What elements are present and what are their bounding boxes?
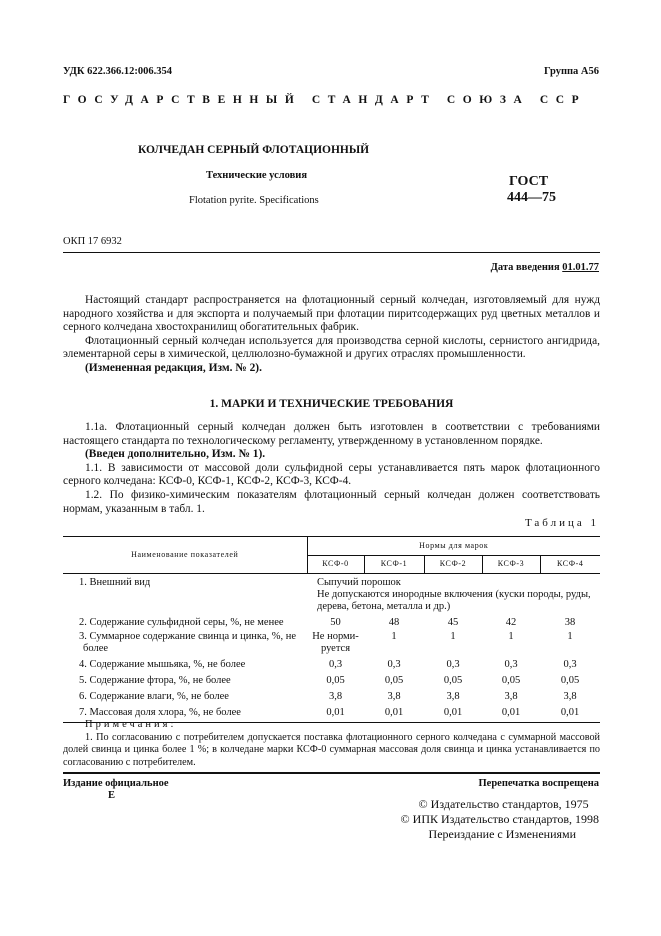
intro-text <box>63 294 600 376</box>
copyright-1975: © Издательство стандартов, 1975 <box>418 797 589 811</box>
value-cell: 3,8 <box>387 691 401 702</box>
value-cell: Не норми-руется <box>312 631 359 654</box>
value-cell: 0,3 <box>563 659 577 670</box>
value-cell: 0,01 <box>443 707 463 718</box>
value-cell: 1 <box>450 631 456 642</box>
row-name: 4. Содержание мышьяка, %, не более <box>79 659 246 670</box>
grade-header: КСФ-0 <box>307 555 364 574</box>
value-cell: 42 <box>505 617 517 628</box>
column-header-name: Наименование показателей <box>63 537 307 574</box>
clause-1-2: 1.2. По физико-химическим показателям флотационный серный колчедан должен соответствовать нормам, указанным в табл. 1. <box>63 488 600 515</box>
table-row <box>63 672 600 688</box>
value-cell: 0,01 <box>501 707 521 718</box>
value-cell: 0,05 <box>501 675 521 686</box>
reissue-note: Переиздание с Изменениями <box>428 827 577 841</box>
row-name: 3. Суммарное содержание свинца и цинка, %, не более <box>79 631 297 654</box>
document-subtitle: Технические условия <box>206 170 308 181</box>
row-name: 7. Массовая доля хлора, %, не более <box>79 707 241 718</box>
section-1-title: 1. МАРКИ И ТЕХНИЧЕСКИЕ ТРЕБОВАНИЯ <box>209 398 454 410</box>
value-cell: 0,05 <box>326 675 345 686</box>
copyright-1998: © ИПК Издательство стандартов, 1998 <box>400 812 599 826</box>
value-cell: 0,05 <box>443 675 463 686</box>
okp-code: ОКП 17 6932 <box>63 236 122 247</box>
value-cell: 3,8 <box>446 691 460 702</box>
note-1: 1. По согласованию с потребителем допускается поставка флотационного серного колчедана с суммарной массовой долей свинца и цинка более 1 %; в колчедане марки КСФ-0 суммарная массовая доля свинца и цинка устанавливается по согласованию с потребителем. <box>63 732 600 768</box>
appearance-line-1: Сыпучий порошок <box>317 577 401 588</box>
value-cell: 38 <box>564 617 576 628</box>
edition-letter: Е <box>108 790 116 801</box>
value-cell: 1 <box>391 631 397 642</box>
value-cell: 0,3 <box>446 659 460 670</box>
document-title: КОЛЧЕДАН СЕРНЫЙ ФЛОТАЦИОННЫЙ <box>138 144 370 156</box>
table-row <box>63 656 600 672</box>
udk-code: УДК 622.366.12:006.354 <box>63 66 172 77</box>
table-caption: Таблица 1 <box>524 517 599 529</box>
value-cell: 0,01 <box>384 707 404 718</box>
value-cell: 48 <box>388 617 400 628</box>
value-cell: 1 <box>508 631 514 642</box>
clause-1-1a-amendment: (Введен дополнительно, Изм. № 1). <box>85 448 266 461</box>
table-row <box>63 688 600 704</box>
value-cell: 45 <box>447 617 459 628</box>
value-cell: 0,01 <box>326 707 345 718</box>
value-cell: 0,3 <box>387 659 401 670</box>
value-cell: 3,8 <box>504 691 518 702</box>
grade-header: КСФ-3 <box>482 555 540 574</box>
intro-paragraph-1: Настоящий стандарт распространяется на флотационный серный колчедан, изготовляемый для нужд народного хозяйства и для экспорта и получаемый при флотации пиритсодержащих руд цветных металлов и серного колчедана хвостохранилищ обогатительных фабрик. <box>63 294 600 334</box>
grade-header: КСФ-1 <box>364 555 424 574</box>
table-row <box>63 614 600 630</box>
value-cell: 0,3 <box>504 659 518 670</box>
group-code: Группа А56 <box>543 66 599 77</box>
table-row <box>63 630 600 656</box>
appearance-line-2: Не допускаются инородные включения (куски породы, руды, дерева, бетона, металла и др.) <box>317 589 591 612</box>
value-cell: 0,3 <box>328 659 343 670</box>
table-header-row <box>63 537 600 556</box>
reprint-notice: Перепечатка воспрещена <box>478 778 599 789</box>
grade-header: КСФ-4 <box>557 559 584 569</box>
value-cell: 0,05 <box>384 675 404 686</box>
state-standard-heading: ГОСУДАРСТВЕННЫЙ СТАНДАРТ СОЮЗА ССР <box>63 94 587 106</box>
divider <box>63 252 600 253</box>
gost-label: ГОСТ <box>509 174 549 189</box>
value-cell: 3,8 <box>563 691 577 702</box>
appearance-cell <box>307 574 600 615</box>
introduction-date-value: 01.01.77 <box>562 262 599 273</box>
grade-header: КСФ-2 <box>424 555 482 574</box>
copyright-block <box>401 797 599 842</box>
value-cell: 1 <box>567 631 573 642</box>
gost-number: 444—75 <box>507 190 556 205</box>
introduction-date-label: Дата введения <box>490 262 560 273</box>
value-cell: 3,8 <box>328 691 343 702</box>
clause-1-1a: 1.1а. Флотационный серный колчедан должен быть изготовлен в соответствии с требованиями настоящего стандарта по технологическому регламенту, утвержденному в установленном порядке. <box>63 421 600 447</box>
row-name: 6. Содержание влаги, %, не более <box>79 691 229 702</box>
footer-divider <box>63 772 600 774</box>
row-name: 5. Содержание фтора, %, не более <box>79 675 231 686</box>
intro-paragraph-2: Флотационный серный колчедан используется для производства серной кислоты, сернистого ангидрида, элементарной серы в химической, целлюлозно-бумажной и других отраслях промышленности. <box>63 334 600 361</box>
value-cell: 50 <box>330 617 341 628</box>
norms-header: Нормы для марок <box>307 537 600 556</box>
official-edition: Издание официальное <box>63 778 169 789</box>
section-1-text <box>63 421 600 516</box>
clause-1-1: 1.1. В зависимости от массовой доли сульфидной серы устанавливается пять марок флотационного серного колчедана: КСФ-0, КСФ-1, КСФ-2, КСФ-3, КСФ-4. <box>63 461 600 488</box>
value-cell: 0,05 <box>560 675 580 686</box>
notes-title: Примечания: <box>85 719 177 730</box>
table-1 <box>63 536 600 723</box>
table-row <box>63 574 600 615</box>
intro-amendment-note: (Измененная редакция, Изм. № 2). <box>85 361 262 374</box>
row-name: 2. Содержание сульфидной серы, %, не менее <box>79 617 284 628</box>
english-title: Flotation pyrite. Specifications <box>189 195 319 206</box>
row-name: 1. Внешний вид <box>79 577 151 588</box>
value-cell: 0,01 <box>560 707 580 718</box>
introduction-date <box>491 262 599 273</box>
